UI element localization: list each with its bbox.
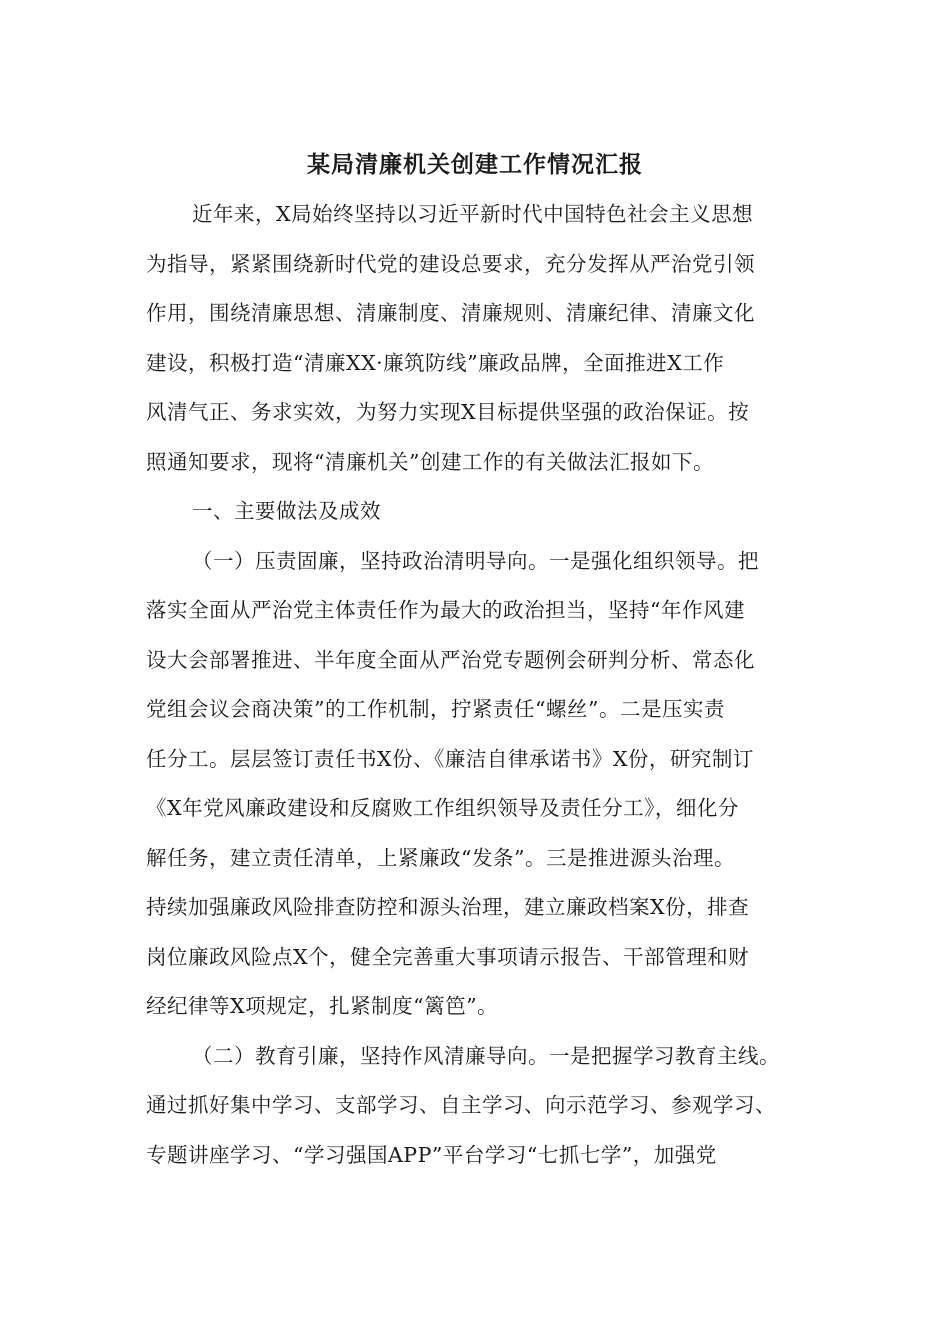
paragraph-line: （二）教育引廉，坚持作风清廉导向。一是把握学习教育主线。 <box>192 1044 780 1068</box>
paragraph-line: 照通知要求，现将“清廉机关”创建工作的有关做法汇报如下。 <box>146 450 714 474</box>
paragraph-line: 落实全面从严治党主体责任作为最大的政治担当，坚持“年作风建 <box>146 598 745 622</box>
paragraph-line: 建设，积极打造“清廉XX·廉筑防线”廉政品牌，全面推进X工作 <box>146 351 725 375</box>
paragraph-line: 持续加强廉政风险排查防控和源头治理，建立廉政档案X份，排查 <box>146 895 750 919</box>
paragraph-line: 风清气正、务求实效，为努力实现X目标提供坚强的政治保证。按 <box>146 400 750 424</box>
paragraph-line: 岗位廉政风险点X个，健全完善重大事项请示报告、干部管理和财 <box>146 945 750 969</box>
paragraph-line: 设大会部署推进、半年度全面从严治党专题例会研判分析、常态化 <box>146 648 755 672</box>
paragraph-line: 经纪律等X项规定，扎紧制度“篱笆”。 <box>146 994 499 1018</box>
paragraph-line: 专题讲座学习、“学习强国APP”平台学习“七抓七学”，加强党 <box>146 1143 717 1167</box>
paragraph-line: 近年来，X局始终坚持以习近平新时代中国特色社会主义思想 <box>192 202 754 226</box>
document-title: 某局清廉机关创建工作情况汇报 <box>307 151 643 178</box>
paragraph-line: 党组会议会商决策”的工作机制，拧紧责任“螺丝”。二是压实责 <box>146 697 725 721</box>
paragraph-line: 《X年党风廉政建设和反腐败工作组织领导及责任分工》，细化分 <box>146 796 739 820</box>
section-heading: 一、主要做法及成效 <box>192 499 381 523</box>
paragraph-line: 作用，围绕清廉思想、清廉制度、清廉规则、清廉纪律、清廉文化 <box>146 301 755 325</box>
paragraph-line: 为指导，紧紧围绕新时代党的建设总要求，充分发挥从严治党引领 <box>146 252 755 276</box>
paragraph-line: （一）压责固廉，坚持政治清明导向。一是强化组织领导。把 <box>192 549 759 573</box>
paragraph-line: 通过抓好集中学习、支部学习、自主学习、向示范学习、参观学习、 <box>146 1093 776 1117</box>
paragraph-line: 解任务，建立责任清单，上紧廉政“发条”。三是推进源头治理。 <box>146 846 735 870</box>
paragraph-line: 任分工。层层签订责任书X份、《廉洁自律承诺书》X份，研究制订 <box>146 747 754 771</box>
